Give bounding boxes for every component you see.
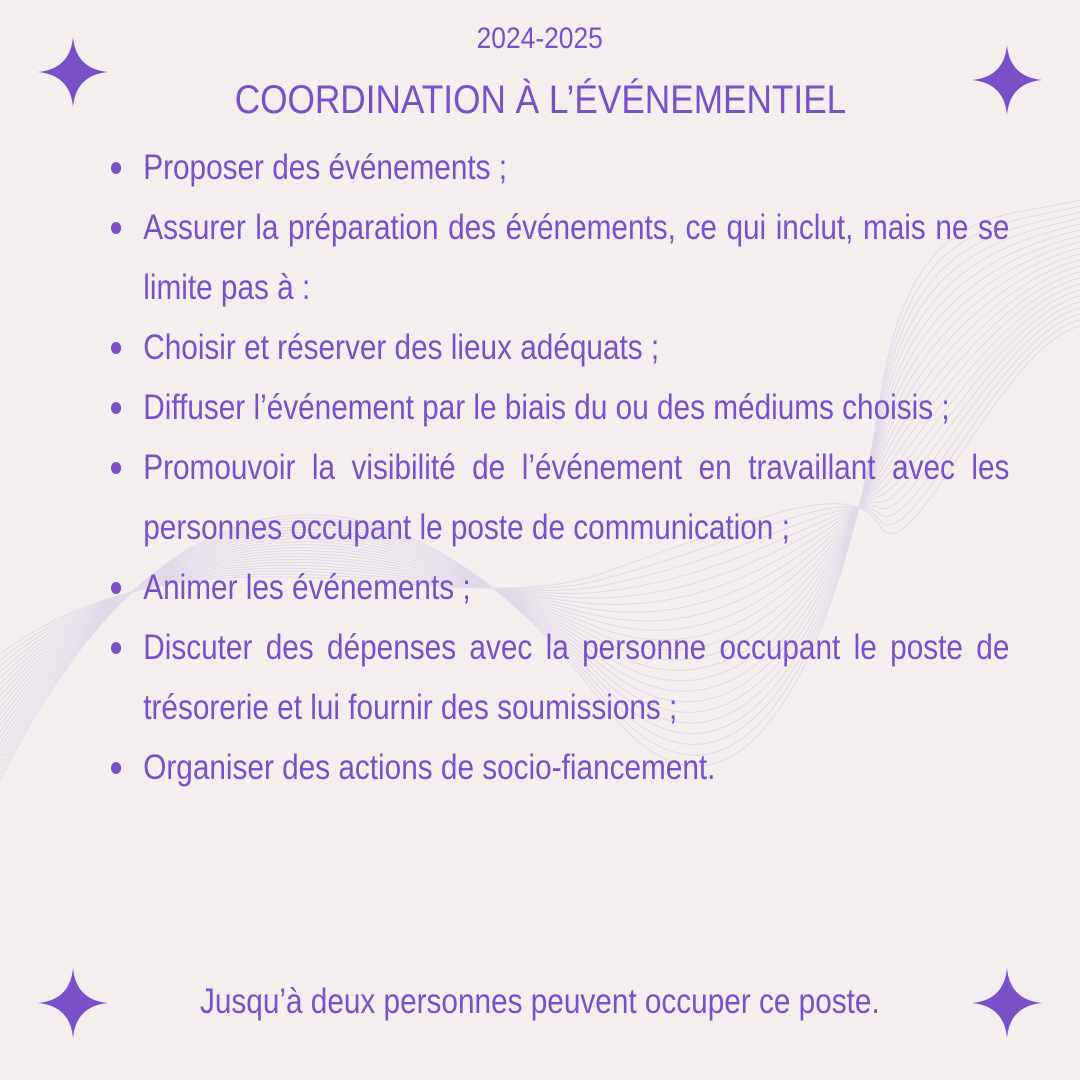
- list-item: Diffuser l’événement par le biais du ou des médiums choisis ;: [143, 378, 1009, 438]
- page-title: [0, 78, 1080, 123]
- footer-note: [0, 982, 1080, 1022]
- list-item: Promouvoir la visibilité de l’événement en travaillant avec les personnes occupant le poste de communication ;: [143, 438, 1009, 558]
- list-item: Discuter des dépenses avec la personne occupant le poste de trésorerie et lui fournir des soumissions ;: [143, 618, 1009, 738]
- list-item: Proposer des événements ;: [143, 138, 1009, 198]
- year-text: 2024-2025: [476, 22, 604, 55]
- list-item: Choisir et réserver des lieux adéquats ;: [143, 318, 1009, 378]
- list-item: Organiser des actions de socio-fiancement.: [143, 738, 1009, 798]
- year-heading: [0, 22, 1080, 56]
- responsibilities-list: [105, 138, 1009, 798]
- title-text: COORDINATION À L’ÉVÉNEMENTIEL: [234, 78, 846, 122]
- list-item: Animer les événements ;: [143, 558, 1009, 618]
- footer-text: Jusqu’à deux personnes peuvent occuper ce poste.: [200, 982, 880, 1021]
- list-item: Assurer la préparation des événements, ce qui inclut, mais ne se limite pas à :: [143, 198, 1009, 318]
